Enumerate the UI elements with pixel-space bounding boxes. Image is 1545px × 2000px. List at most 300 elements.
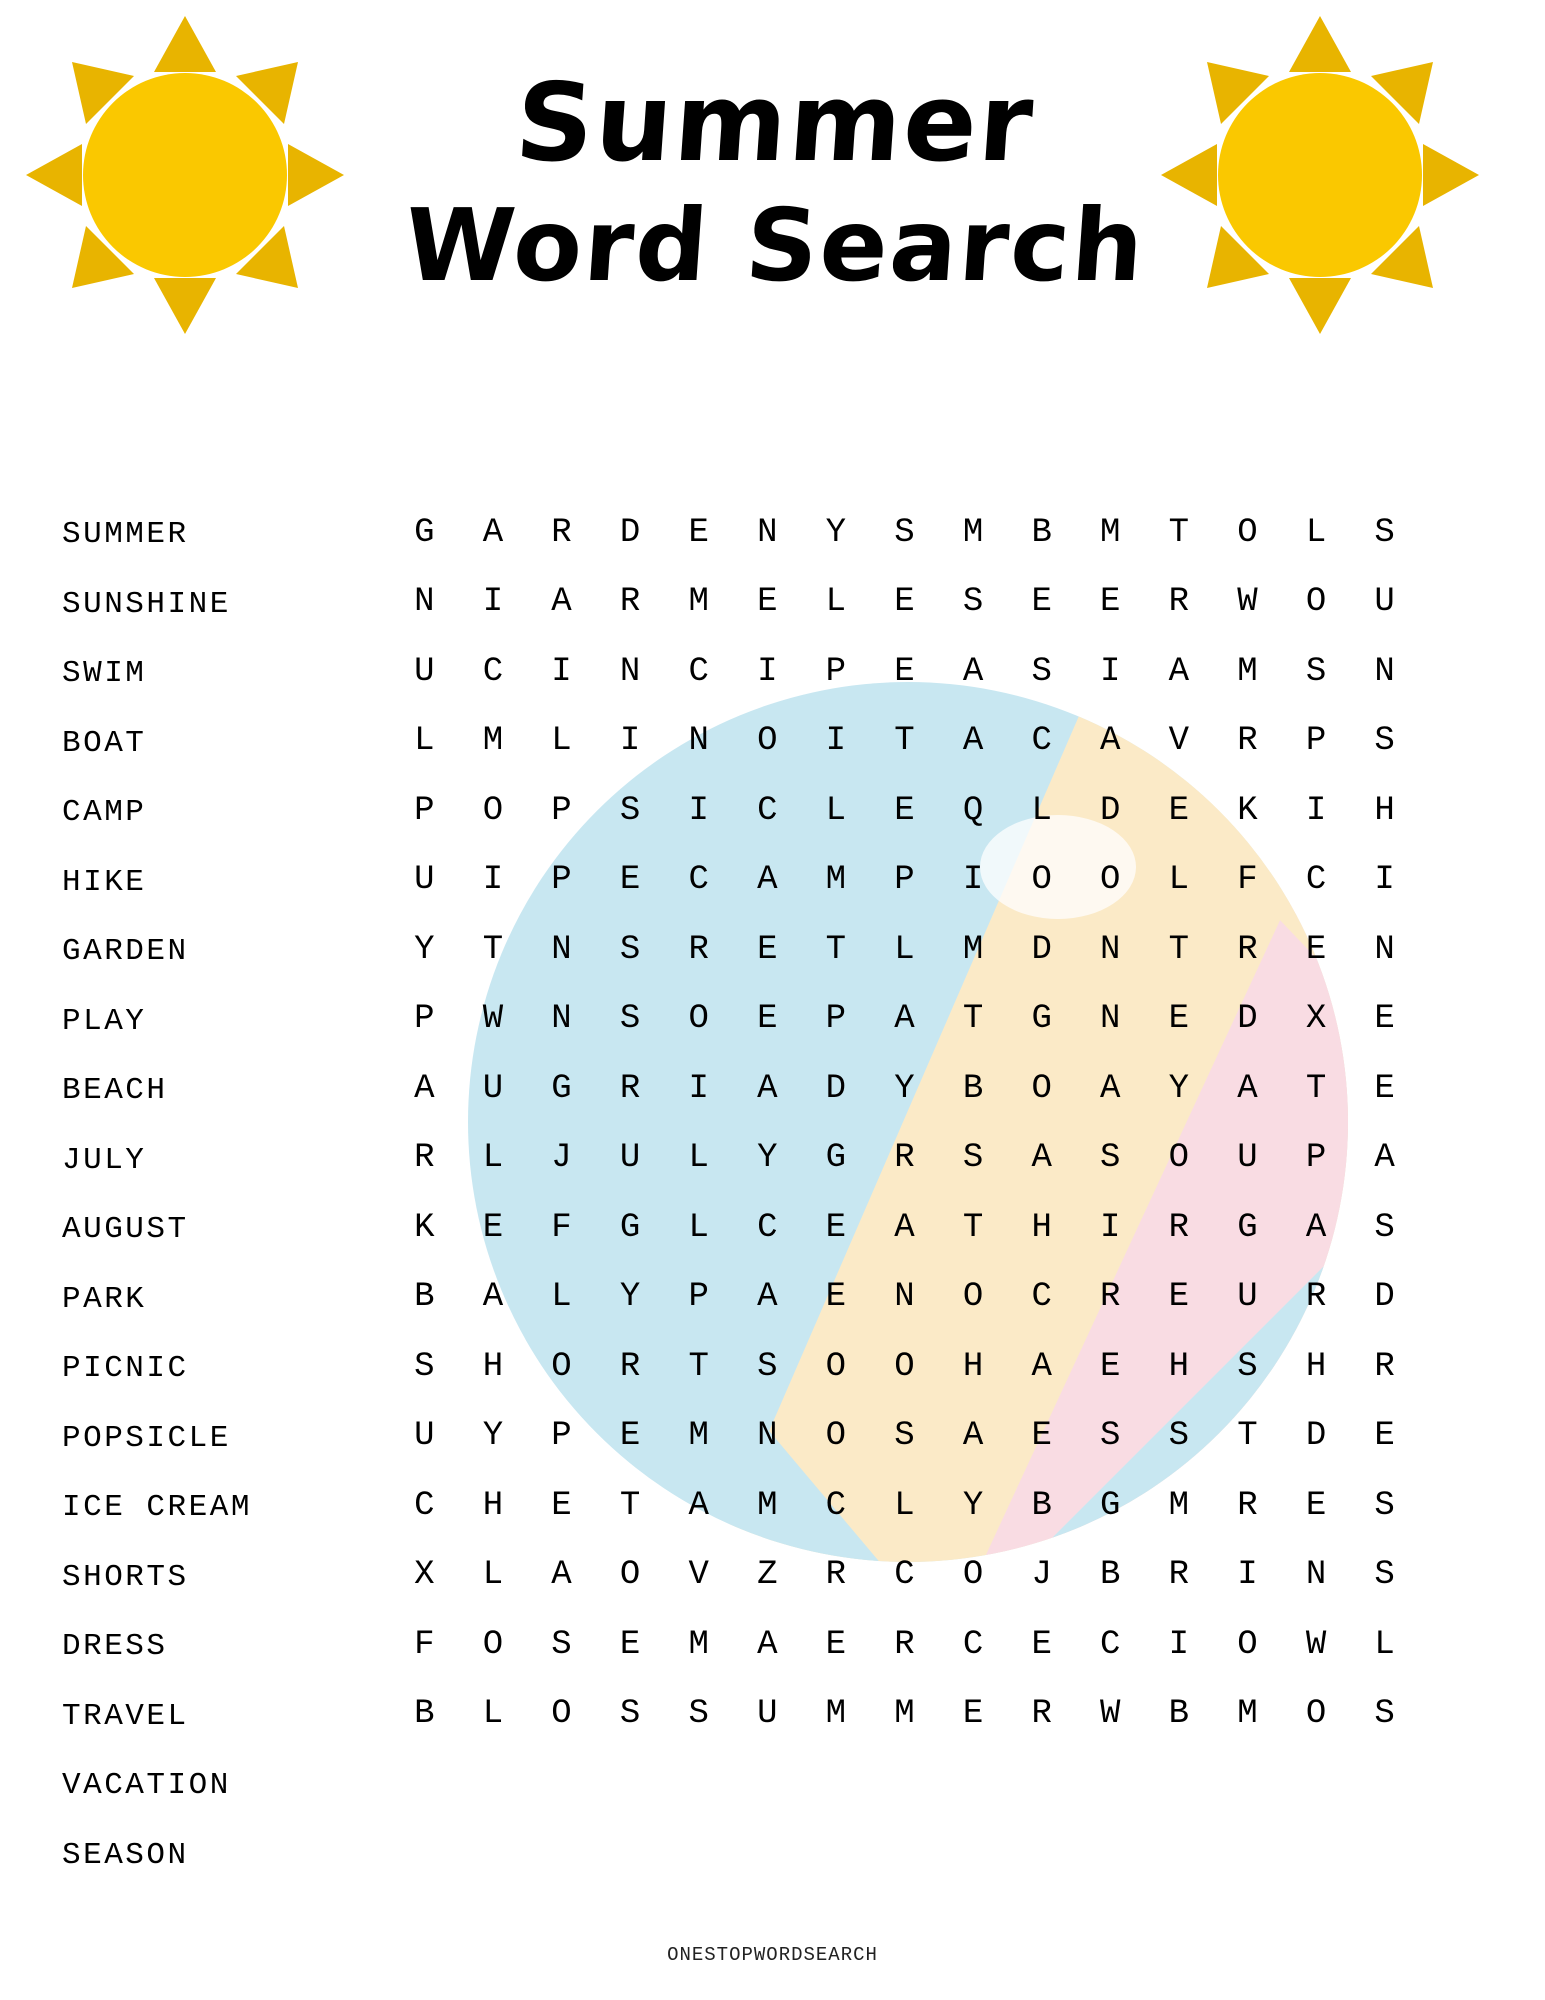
grid-cell: X [1305, 1000, 1327, 1039]
grid-cell: R [619, 583, 641, 622]
title-line-1: Summer [511, 61, 1039, 186]
grid-cell: S [688, 1695, 709, 1734]
grid-cell: S [1374, 1208, 1395, 1247]
grid-cell: O [1305, 583, 1327, 622]
grid-cell: S [894, 1417, 915, 1456]
grid-cell: E [1374, 1000, 1395, 1039]
grid-cell: S [1374, 1556, 1395, 1595]
grid-cell: S [619, 1000, 641, 1039]
grid-cell: P [688, 1278, 709, 1317]
grid-cell: B [1031, 1486, 1052, 1525]
grid-cell: S [551, 1625, 572, 1664]
grid-cell: S [619, 930, 641, 969]
grid-cell: B [962, 1069, 984, 1108]
grid-cell: O [1168, 1139, 1190, 1178]
grid-cell: I [688, 1069, 709, 1108]
grid-cell: N [551, 1000, 572, 1039]
grid-row [390, 498, 1420, 568]
grid-cell: I [551, 652, 572, 691]
grid-cell: E [894, 652, 915, 691]
grid-row [390, 1263, 1420, 1333]
grid-cell: A [757, 1625, 778, 1664]
grid-cell: T [1168, 513, 1190, 552]
grid-cell: O [619, 1556, 641, 1595]
page-title [330, 61, 1220, 304]
grid-cell: I [1100, 652, 1121, 691]
grid-cell: P [1305, 722, 1327, 761]
grid-cell: C [688, 652, 709, 691]
grid-cell: E [825, 1278, 847, 1317]
grid-cell: C [962, 1625, 984, 1664]
grid-cell: U [1237, 1278, 1258, 1317]
grid-cell: X [414, 1556, 435, 1595]
grid-row [390, 1054, 1420, 1124]
grid-cell: L [825, 791, 847, 830]
list-item: AUGUST [62, 1212, 189, 1247]
grid-cell: E [1305, 1486, 1327, 1525]
grid-cell: P [551, 791, 572, 830]
grid-cell: N [1100, 1000, 1121, 1039]
grid-cell: Y [1168, 1069, 1190, 1108]
list-item: JULY [62, 1142, 147, 1178]
grid-cell: G [825, 1139, 847, 1178]
grid-cell: M [688, 583, 709, 622]
grid-cell: I [1100, 1208, 1121, 1247]
grid-cell: E [1168, 1278, 1190, 1317]
grid-cell: A [482, 1278, 504, 1317]
grid-cell: O [894, 1347, 915, 1386]
grid-cell: L [894, 930, 915, 969]
grid-cell: Y [894, 1069, 915, 1108]
grid-cell: I [825, 722, 847, 761]
grid-row [390, 707, 1420, 777]
grid-cell: P [414, 1000, 435, 1039]
grid-cell: T [1168, 930, 1190, 969]
grid-cell: A [414, 1069, 435, 1108]
grid-cell: M [962, 930, 984, 969]
grid-cell: L [414, 722, 435, 761]
grid-cell: M [1168, 1486, 1190, 1525]
grid-cell: H [1305, 1347, 1327, 1386]
grid-cell: F [1237, 861, 1258, 900]
grid-cell: D [1374, 1278, 1395, 1317]
grid-cell: E [894, 583, 915, 622]
grid-cell: P [414, 791, 435, 830]
grid-cell: O [1100, 861, 1121, 900]
grid-cell: R [414, 1139, 435, 1178]
grid-cell: A [1305, 1208, 1327, 1247]
grid-cell: P [551, 1417, 572, 1456]
grid-cell: N [757, 1417, 778, 1456]
grid-cell: C [894, 1556, 915, 1595]
grid-cell: H [482, 1347, 504, 1386]
word-list-items [62, 500, 362, 1890]
grid-row [390, 1332, 1420, 1402]
list-item: PICNIC [62, 1351, 189, 1386]
grid-cell: P [825, 652, 847, 691]
grid-cell: R [688, 930, 709, 969]
grid-cell: H [1168, 1347, 1190, 1386]
grid-cell: U [1237, 1139, 1258, 1178]
grid-cell: Y [825, 513, 847, 552]
grid-cell: R [619, 1069, 641, 1108]
list-item: BOAT [62, 725, 147, 761]
list-item: ICE CREAM [62, 1490, 252, 1525]
grid-cell: C [1031, 1278, 1052, 1317]
grid-cell: Y [619, 1278, 641, 1317]
grid-cell: M [894, 1695, 915, 1734]
grid-cell: I [482, 583, 504, 622]
grid-cell: P [551, 861, 572, 900]
grid-cell: L [1305, 513, 1327, 552]
grid-cell: A [482, 513, 504, 552]
grid-cell: L [482, 1695, 504, 1734]
grid-cell: I [1374, 861, 1395, 900]
list-item: SHORTS [62, 1559, 189, 1595]
grid-cell: A [1374, 1139, 1395, 1178]
grid-cell: O [482, 1625, 504, 1664]
grid-cell: S [1374, 722, 1395, 761]
grid-cell: A [688, 1486, 709, 1525]
grid-cell: O [1305, 1695, 1327, 1734]
grid-cell: G [1031, 1000, 1052, 1039]
grid-cell: Y [482, 1417, 504, 1456]
grid-cell: E [619, 861, 641, 900]
grid-cell: R [619, 1347, 641, 1386]
grid-cell: O [1031, 861, 1052, 900]
grid-cell: E [1374, 1069, 1395, 1108]
grid-cell: D [619, 513, 641, 552]
grid-cell: L [551, 1278, 572, 1317]
grid-cell: O [962, 1278, 984, 1317]
grid-row [390, 985, 1420, 1055]
grid-cell: A [1031, 1347, 1052, 1386]
grid-cell: T [1305, 1069, 1327, 1108]
grid-cell: V [1168, 722, 1190, 761]
list-item: SUNSHINE [62, 586, 231, 622]
grid-cell: M [1100, 513, 1121, 552]
grid-cell: S [894, 513, 915, 552]
grid-cell: E [1168, 1000, 1190, 1039]
grid-cell: J [1031, 1556, 1052, 1595]
grid-cell: R [894, 1625, 915, 1664]
grid-cell: F [551, 1208, 572, 1247]
list-item: VACATION [62, 1768, 231, 1803]
grid-cell: E [551, 1486, 572, 1525]
grid-cell: L [1168, 861, 1190, 900]
grid-cell: N [757, 513, 778, 552]
grid-cell: I [1237, 1556, 1258, 1595]
grid-cell: I [482, 861, 504, 900]
grid-cell: S [414, 1347, 435, 1386]
grid-cell: V [688, 1556, 709, 1595]
grid-cell: C [1305, 861, 1327, 900]
grid-cell: I [757, 652, 778, 691]
grid-cell: B [1168, 1695, 1190, 1734]
grid-cell: L [1374, 1625, 1395, 1664]
grid-row [390, 1124, 1420, 1194]
grid-cell: K [414, 1208, 435, 1247]
list-item: GARDEN [62, 934, 189, 969]
grid-cell: U [414, 652, 435, 691]
grid-cell: W [1305, 1625, 1327, 1664]
grid-cell: U [414, 861, 435, 900]
grid-cell: F [414, 1625, 435, 1664]
list-item: DRESS [62, 1629, 168, 1664]
grid-cell: D [1100, 791, 1121, 830]
grid-cell: A [962, 652, 984, 691]
grid-cell: O [825, 1347, 847, 1386]
grid-cell: C [688, 861, 709, 900]
grid-cell: P [894, 861, 915, 900]
grid-cell: E [894, 791, 915, 830]
grid-cell: D [1305, 1417, 1327, 1456]
grid-cell: N [1374, 930, 1395, 969]
grid-cell: U [482, 1069, 504, 1108]
grid-cell: S [962, 1139, 984, 1178]
grid-cell: A [1100, 1069, 1121, 1108]
grid-cell: M [688, 1625, 709, 1664]
grid-cell: R [1168, 1556, 1190, 1595]
grid-cell: T [482, 930, 504, 969]
grid-cell: A [894, 1208, 915, 1247]
grid-row [390, 1471, 1420, 1541]
grid-cell: S [1100, 1139, 1121, 1178]
grid-cell: N [1305, 1556, 1327, 1595]
grid-cell: R [1305, 1278, 1327, 1317]
grid-cell: R [1237, 722, 1258, 761]
grid-cell: L [894, 1486, 915, 1525]
grid-cell: U [414, 1417, 435, 1456]
grid-cell: M [1237, 1695, 1258, 1734]
letter-grid [390, 498, 1420, 1749]
grid-cell: O [1237, 1625, 1258, 1664]
grid-cell: T [688, 1347, 709, 1386]
grid-row [390, 1610, 1420, 1680]
grid-cell: O [962, 1556, 984, 1595]
grid-cell: E [825, 1625, 847, 1664]
grid-cell: T [962, 1000, 984, 1039]
list-item: HIKE [62, 864, 147, 900]
grid-cell: E [1305, 930, 1327, 969]
grid-cell: O [1237, 513, 1258, 552]
grid-cell: M [962, 513, 984, 552]
grid-cell: L [825, 583, 847, 622]
grid-cell: I [1168, 1625, 1190, 1664]
grid-cell: E [825, 1208, 847, 1247]
grid-cell: E [688, 513, 709, 552]
grid-cell: E [1374, 1417, 1395, 1456]
grid-cell: B [1031, 513, 1052, 552]
grid-cell: B [414, 1278, 435, 1317]
grid-row [390, 1193, 1420, 1263]
list-item: SWIM [62, 656, 147, 691]
grid-cell: W [1237, 583, 1258, 622]
grid-cell: G [1100, 1486, 1121, 1525]
grid-cell: E [962, 1695, 984, 1734]
grid-row [390, 1541, 1420, 1611]
grid-cell: B [1100, 1556, 1121, 1595]
grid-cell: G [414, 513, 435, 552]
grid-cell: E [757, 1000, 778, 1039]
grid-cell: C [825, 1486, 847, 1525]
grid-cell: C [414, 1486, 435, 1525]
grid-cell: N [414, 583, 435, 622]
grid-cell: E [1100, 1347, 1121, 1386]
grid-cell: I [619, 722, 641, 761]
grid-cell: T [619, 1486, 641, 1525]
grid-cell: N [688, 722, 709, 761]
grid-cell: R [1168, 583, 1190, 622]
grid-cell: S [1237, 1347, 1258, 1386]
grid-cell: J [551, 1139, 572, 1178]
grid-cell: S [619, 791, 641, 830]
grid-cell: S [757, 1347, 778, 1386]
grid-cell: G [619, 1208, 641, 1247]
grid-cell: I [688, 791, 709, 830]
grid-cell: S [1168, 1417, 1190, 1456]
grid-cell: C [757, 1208, 778, 1247]
grid-cell: O [551, 1695, 572, 1734]
grid-cell: U [1374, 583, 1395, 622]
grid-cell: H [1374, 791, 1395, 830]
grid-cell: G [1237, 1208, 1258, 1247]
word-list [62, 500, 362, 1890]
grid-cell: R [1100, 1278, 1121, 1317]
grid-cell: A [1168, 652, 1190, 691]
grid-cell: O [825, 1417, 847, 1456]
grid-cell: A [1237, 1069, 1258, 1108]
grid-row [390, 915, 1420, 985]
grid-cell: G [551, 1069, 572, 1108]
grid-cell: A [757, 1278, 778, 1317]
grid-cell: E [757, 930, 778, 969]
grid-cell: T [1237, 1417, 1258, 1456]
grid-cell: B [414, 1695, 435, 1734]
grid-cell: R [825, 1556, 847, 1595]
grid-cell: S [619, 1695, 641, 1734]
grid-cell: R [1374, 1347, 1395, 1386]
grid-cell: M [757, 1486, 778, 1525]
grid-cell: E [619, 1625, 641, 1664]
grid-cell: N [551, 930, 572, 969]
grid-cell: C [1031, 722, 1052, 761]
grid-cell: D [1237, 1000, 1258, 1039]
grid-cell: I [962, 861, 984, 900]
grid-cell: R [1237, 930, 1258, 969]
grid-cell: L [688, 1208, 709, 1247]
grid-cell: S [1374, 1695, 1395, 1734]
list-item: PARK [62, 1281, 147, 1317]
grid-cell: H [962, 1347, 984, 1386]
grid-cell: M [482, 722, 504, 761]
grid-cell: Y [414, 930, 435, 969]
grid-cell: A [962, 1417, 984, 1456]
grid-cell: M [825, 1695, 847, 1734]
grid-cell: R [551, 513, 572, 552]
grid-cell: T [894, 722, 915, 761]
grid-cell: E [1168, 791, 1190, 830]
grid-cell: N [894, 1278, 915, 1317]
list-item: SEASON [62, 1837, 189, 1873]
list-item: POPSICLE [62, 1420, 231, 1456]
grid-cell: N [1374, 652, 1395, 691]
grid-cell: H [1031, 1208, 1052, 1247]
grid-cell: O [688, 1000, 709, 1039]
grid-cell: S [1374, 513, 1395, 552]
grid-cell: M [1237, 652, 1258, 691]
grid-cell: I [1305, 791, 1327, 830]
grid-cell: C [757, 791, 778, 830]
grid-cell: O [482, 791, 504, 830]
grid-cell: L [1031, 791, 1052, 830]
grid-cell: S [1305, 652, 1327, 691]
grid-cell: R [1168, 1208, 1190, 1247]
grid-row [390, 637, 1420, 707]
grid-cell: Y [962, 1486, 984, 1525]
list-item: SUMMER [62, 517, 189, 552]
grid-cell: K [1237, 791, 1258, 830]
grid-cell: L [551, 722, 572, 761]
list-item: PLAY [62, 1003, 147, 1039]
grid-cell: U [619, 1139, 641, 1178]
list-item: CAMP [62, 795, 147, 830]
list-item: TRAVEL [62, 1698, 189, 1734]
grid-cell: M [825, 861, 847, 900]
grid-cell: S [962, 583, 984, 622]
grid-cell: D [1031, 930, 1052, 969]
grid-cell: N [619, 652, 641, 691]
grid-cell: E [1100, 583, 1121, 622]
grid-cell: E [1031, 1625, 1052, 1664]
grid-cell: P [825, 1000, 847, 1039]
title-line-2: Word Search [400, 187, 1150, 304]
grid-cell: W [1100, 1695, 1121, 1734]
grid-cell: A [551, 1556, 572, 1595]
grid-row [390, 846, 1420, 916]
grid-cell: A [551, 583, 572, 622]
grid-cell: L [688, 1139, 709, 1178]
grid-cell: C [482, 652, 504, 691]
grid-cell: E [757, 583, 778, 622]
grid-cell: T [962, 1208, 984, 1247]
grid-cell: E [482, 1208, 504, 1247]
grid-cell: A [894, 1000, 915, 1039]
grid-row [390, 776, 1420, 846]
grid-cell: A [962, 722, 984, 761]
grid-cell: W [482, 1000, 504, 1039]
grid-cell: Z [757, 1556, 778, 1595]
grid-cell: A [757, 861, 778, 900]
footer-credit: ONESTOPWORDSEARCH [667, 1944, 878, 1966]
grid-cell: L [482, 1139, 504, 1178]
grid-cell: O [757, 722, 778, 761]
grid-cell: R [894, 1139, 915, 1178]
grid-row [390, 1402, 1420, 1472]
grid-cell: Y [757, 1139, 778, 1178]
grid-cell: O [551, 1347, 572, 1386]
grid-cell: O [1031, 1069, 1052, 1108]
grid-cell: S [1374, 1486, 1395, 1525]
grid-cell: A [757, 1069, 778, 1108]
grid-cell: E [619, 1417, 641, 1456]
grid-cell: M [688, 1417, 709, 1456]
grid-cell: C [1100, 1625, 1121, 1664]
list-item: BEACH [62, 1073, 168, 1108]
sun-icon-left [20, 10, 350, 340]
grid-cell: A [1031, 1139, 1052, 1178]
grid-cell: A [1100, 722, 1121, 761]
